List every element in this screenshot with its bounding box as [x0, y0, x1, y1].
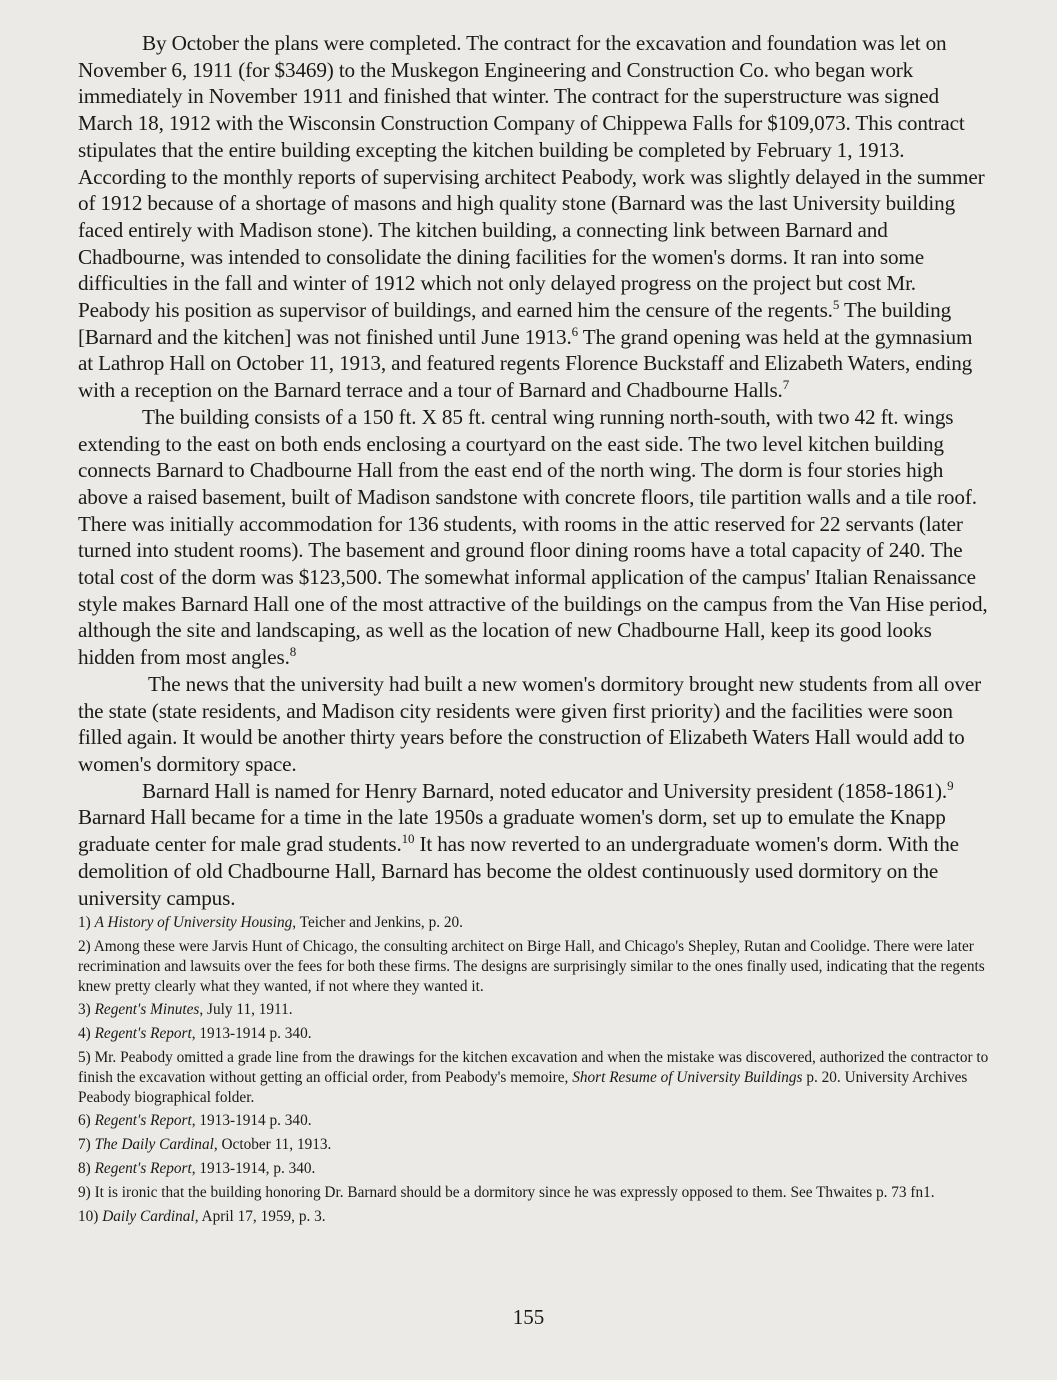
text-run: 4): [78, 1025, 95, 1043]
text-run: , Teicher and Jenkins, p. 20.: [292, 914, 463, 932]
footnote-ref: 5: [832, 297, 840, 313]
document-page: [78, 30, 990, 1230]
text-run: 10): [78, 1207, 103, 1225]
italic-title: Regent's Report: [94, 1112, 192, 1130]
footnote: [78, 1000, 990, 1020]
text-run: 1): [78, 914, 95, 932]
footnote: [78, 913, 990, 933]
italic-title: Regent's Minutes: [94, 1001, 200, 1019]
body-paragraph: [78, 778, 990, 912]
text-run: Barnard Hall became for a time in the late 1950s a graduate women's dorm, set up to emulate the Knapp graduate center for male grad students.: [78, 805, 946, 857]
text-run: p. 20. University Archives Peabody biographical folder.: [78, 1068, 968, 1106]
footnote: [78, 1207, 990, 1227]
text-run: 5) Mr. Peabody omitted a grade line from the drawings for the kitchen excavation and when the mistake was discovered, authorized the contractor to finish the excavation without getting an official order, from Peabody's memoire,: [78, 1048, 989, 1086]
text-run: It has now reverted to an undergraduate women's dorm. With the demolition of old Chadbourne Hall, Barnard has become the oldest continuously used dormitory on the university campus.: [78, 832, 959, 910]
footnote: [78, 1111, 990, 1131]
italic-title: Regent's Report: [94, 1159, 192, 1177]
italic-title: Daily Cardinal: [102, 1207, 195, 1225]
footnote-ref: 8: [289, 644, 297, 660]
text-run: 6): [78, 1112, 95, 1130]
text-run: 2) Among these were Jarvis Hunt of Chicago, the consulting architect on Birge Hall, and Chicago's Shepley, Rutan and Coolidge. There were later recrimination and lawsuits over the fees for both these firms. The designs are surprisingly similar to the ones finally used, indicating that the regents knew pretty clearly what they wanted, if not where they wanted it.: [78, 938, 985, 995]
text-run: , July 11, 1911.: [199, 1001, 293, 1019]
footnote-ref: 6: [571, 323, 579, 339]
footnote: [78, 1183, 990, 1203]
body-text: [78, 30, 990, 911]
text-run: , 1913-1914 p. 340.: [191, 1025, 312, 1043]
footnote: [78, 937, 990, 996]
italic-title: Short Resume of University Buildings: [572, 1068, 803, 1086]
text-run: , 1913-1914, p. 340.: [191, 1159, 316, 1177]
page-number: 155: [512, 1305, 545, 1329]
body-paragraph: [78, 671, 990, 778]
text-run: By October the plans were completed. The contract for the excavation and foundation was let on November 6, 1911 (for $3469) to the Muskegon Engineering and Construction Co. who began work immediately in November 1911 and finished that winter. The contract for the superstructure was signed March 18, 1912 with the Wisconsin Construction Company of Chippewa Falls for $109,073. This contract stipulates that the entire building excepting the kitchen building be completed by February 1, 1913. According to the monthly reports of supervising architect Peabody, work was slightly delayed in the summer of 1912 because of a shortage of masons and high quality stone (Barnard was the last University building faced entirely with Madison stone). The kitchen building, a connecting link between Barnard and Chadbourne, was intended to consolidate the dining facilities for the women's dorms. It ran into some difficulties in the fall and winter of 1912 which not only delayed progress on the project but cost Mr. Peabody his position as supervisor of buildings, and earned him the censure of the regents.: [78, 31, 985, 323]
text-run: 8): [78, 1159, 95, 1177]
body-paragraph: [78, 30, 990, 404]
text-run: , April 17, 1959, p. 3.: [194, 1207, 326, 1225]
text-run: , October 11, 1913.: [213, 1136, 332, 1154]
footnote: [78, 1048, 990, 1107]
footnotes: [78, 913, 990, 1226]
italic-title: Regent's Report: [94, 1025, 192, 1043]
text-run: The grand opening was held at the gymnasium at Lathrop Hall on October 11, 1913, and featured regents Florence Buckstaff and Elizabeth Waters, ending with a reception on the Barnard terrace and a tour of Barnard and Chadbourne Halls.: [78, 324, 973, 403]
italic-title: A History of University Housing: [94, 914, 293, 932]
text-run: 9) It is ironic that the building honoring Dr. Barnard should be a dormitory since he was expressly opposed to them. See Thwaites p. 73 fn1.: [78, 1183, 935, 1201]
footnote: [78, 1135, 990, 1155]
footnote-ref: 10: [401, 831, 415, 847]
text-run: Barnard Hall is named for Henry Barnard, noted educator and University president (1858-1861).: [142, 778, 948, 803]
footnote: [78, 1159, 990, 1179]
text-run: , 1913-1914 p. 340.: [191, 1112, 312, 1130]
footnote-ref: 7: [782, 377, 790, 393]
footnote: [78, 1024, 990, 1044]
italic-title: The Daily Cardinal: [94, 1136, 214, 1154]
text-run: 7): [78, 1136, 95, 1154]
text-run: The news that the university had built a new women's dormitory brought new students from all over the state (state residents, and Madison city residents were given first priority) and the facilities were soon filled again. It would be another thirty years before the construction of Elizabeth Waters Hall would add to women's dormitory space.: [78, 671, 982, 776]
text-run: 3): [78, 1001, 95, 1019]
text-run: The building consists of a 150 ft. X 85 ft. central wing running north-south, with two 42 ft. wings extending to the east on both ends enclosing a courtyard on the east side. The two level kitchen building connects Barnard to Chadbourne Hall from the east end of the north wing. The dorm is four stories high above a raised basement, built of Madison sandstone with concrete floors, tile partition walls and a tile roof. There was initially accommodation for 136 students, with rooms in the attic reserved for 22 servants (later turned into student rooms). The basement and ground floor dining rooms have a total capacity of 240. The total cost of the dorm was $123,500. The somewhat informal application of the campus' Italian Renaissance style makes Barnard Hall one of the most attractive of the buildings on the campus from the Van Hise period, although the site and landscaping, as well as the location of new Chadbourne Hall, keep its good looks hidden from most angles.: [78, 404, 988, 670]
body-paragraph: [78, 404, 990, 671]
text-run: The building [Barnard and the kitchen] was not finished until June 1913.: [78, 298, 952, 349]
footnote-ref: 9: [947, 777, 954, 793]
